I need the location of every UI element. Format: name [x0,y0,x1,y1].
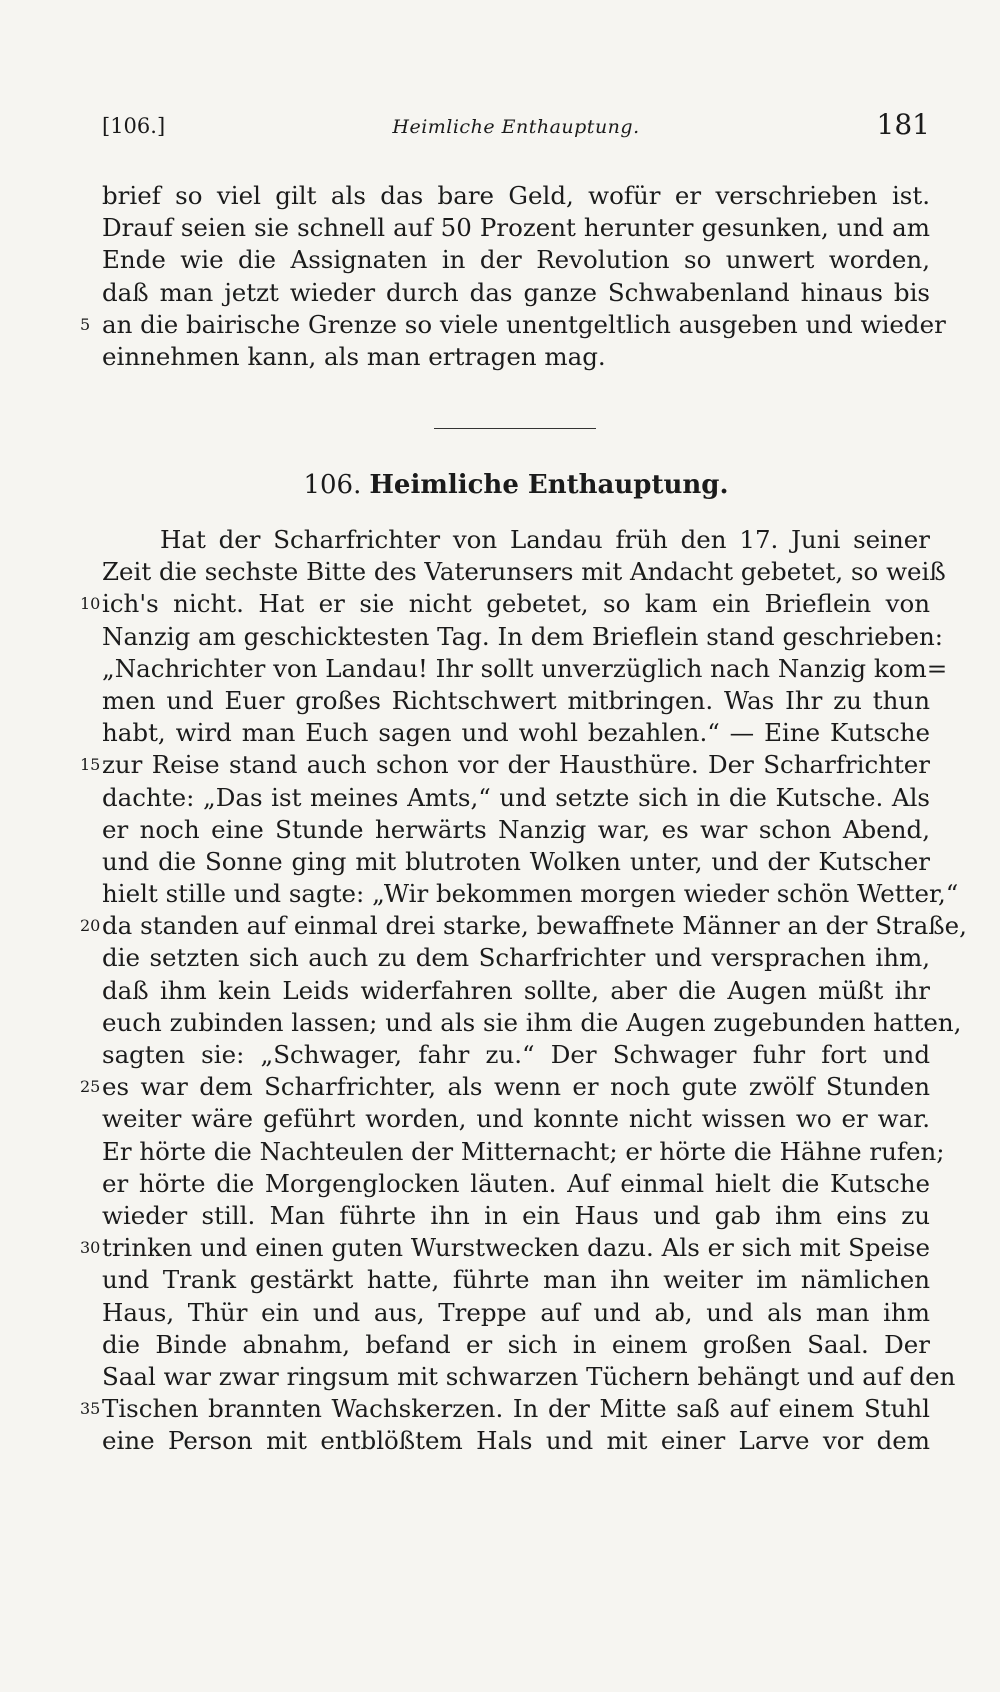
line-text: brief so viel gilt als das bare Geld, wofür er verschrieben ist. [102,181,930,210]
line-text: die setzten sich auch zu dem Scharfrichter und versprachen ihm, [102,943,930,973]
story-paragraph [80,524,967,1618]
text-line [102,1329,930,1361]
text-line [102,1522,930,1554]
line-text: Hat der Scharfrichter von Landau früh den 17. Juni seiner [160,525,930,554]
text-line [102,180,930,212]
text-line [102,244,930,276]
section-title: Heimliche Enthauptung. [369,470,729,500]
text-line [102,212,930,244]
line-text: Drauf seien sie schnell auf 50 Prozent herunter gesunken, und am [102,213,930,243]
text-line [102,1039,930,1071]
line-text: zur Reise stand auch schon vor der Hausthüre. Der Scharfrichter [102,750,930,780]
line-text: euch zubinden lassen; und als sie ihm die Augen zugebunden hatten, [102,1007,962,1037]
line-text: „Nachrichter von Landau! Ihr sollt unverzüglich nach Nanzig kom= [102,653,948,683]
text-line [102,1007,962,1039]
text-line [102,621,943,653]
running-title: Heimliche Enthauptung. [392,116,640,138]
page-number: 181 [876,108,930,141]
line-text: und Trank gestärkt hatte, führte man ihn weiter im nämlichen [102,1265,930,1295]
text-line [102,1200,930,1232]
text-line [102,277,930,309]
line-text: er noch eine Stunde herwärts Nanzig war, es war schon Abend, [102,814,930,844]
text-line [102,556,946,588]
text-line [102,653,948,685]
text-line [102,717,930,749]
line-text: daß ihm kein Leids widerfahren sollte, aber die Augen müßt ihr [102,975,930,1005]
line-number: 30 [80,1238,101,1258]
line-text: Er hörte die Nachteulen der Mitternacht; er hörte die Hähne rufen; [102,1136,945,1166]
line-text: an die bairische Grenze so viele unentgeltlich ausgeben und wieder [102,309,946,339]
text-line [102,846,930,878]
text-line [102,1425,930,1457]
text-line [80,749,930,781]
text-line [102,1136,945,1168]
text-line [102,341,930,373]
text-line [102,1457,930,1489]
line-text: dachte: „Das ist meines Amts,“ und setzte sich in die Kutsche. Als [102,782,930,812]
line-text: die Binde abnahm, befand er sich in einem großen Saal. Der [102,1329,930,1359]
paragraph-continued [80,180,946,373]
text-line [80,1393,930,1425]
line-number: 5 [80,314,91,334]
text-line [102,814,930,846]
line-text: da standen auf einmal drei starke, bewaffnete Männer an der Straße, [102,911,967,941]
line-text: einnehmen kann, als man ertragen mag. [102,341,606,371]
line-text: Tischen brannten Wachskerzen. In der Mitte saß auf einem Stuhl [102,1394,930,1424]
line-text: habt, wird man Euch sagen und wohl bezahlen.“ — Eine Kutsche [102,718,930,748]
line-text: ich's nicht. Hat er sie nicht gebetet, so kam ein Brieflein von [102,589,930,619]
text-line [102,685,930,717]
line-text: men und Euer großes Richtschwert mitbringen. Was Ihr zu thun [102,685,930,715]
text-line [102,1586,930,1618]
line-text: hielt stille und sagte: „Wir bekommen morgen wieder schön Wetter,“ [102,879,959,909]
line-text: trinken und einen guten Wurstwecken dazu. Als er sich mit Speise [102,1233,930,1263]
text-line [102,878,959,910]
line-text: daß man jetzt wieder durch das ganze Schwabenland hinaus bis [102,277,930,307]
line-text: weiter wäre geführt worden, und konnte nicht wissen wo er war. [102,1104,930,1134]
running-header [102,108,930,148]
text-line [102,1103,930,1135]
text-line [102,1297,930,1329]
line-text: Haus, Thür ein und aus, Treppe auf und ab, und als man ihm [102,1297,930,1327]
text-line [80,309,946,341]
line-text: wieder still. Man führte ihn in ein Haus und gab ihm eins zu [102,1200,930,1230]
text-line [102,1264,930,1296]
section-heading [102,470,930,500]
text-line [102,1554,930,1586]
text-line [102,942,930,974]
line-text: sagten sie: „Schwager, fahr zu.“ Der Schwager fuhr fort und [102,1040,930,1069]
line-text: es war dem Scharfrichter, als wenn er noch gute zwölf Stunden [102,1072,930,1102]
line-text: Saal war zwar ringsum mit schwarzen Tüchern behängt und auf den [102,1361,956,1391]
line-number: 10 [80,594,101,614]
section-divider [434,428,596,429]
line-text: er hörte die Morgenglocken läuten. Auf einmal hielt die Kutsche [102,1168,930,1198]
line-number: 15 [80,755,101,775]
text-line [102,975,930,1007]
text-line [102,524,930,556]
text-line [102,1361,956,1393]
text-line [102,1490,930,1522]
line-number: 25 [80,1077,101,1097]
line-number: 35 [80,1399,101,1419]
line-text: Nanzig am geschicktesten Tag. In dem Brieflein stand geschrieben: [102,621,943,651]
text-line [80,1071,930,1103]
line-text: und die Sonne ging mit blutroten Wolken unter, und der Kutscher [102,846,930,876]
line-text: Zeit die sechste Bitte des Vaterunsers mit Andacht gebetet, so weiß [102,557,946,587]
text-line [102,782,930,814]
section-number: 106. [303,470,362,500]
line-text: Ende wie die Assignaten in der Revolution so unwert worden, [102,245,930,275]
section-reference: [106.] [102,114,166,138]
text-line [80,588,930,620]
line-text: eine Person mit entblößtem Hals und mit einer Larve vor dem [102,1426,930,1456]
text-line [80,1232,930,1264]
text-line [80,910,967,942]
text-line [102,1168,930,1200]
line-number: 20 [80,916,101,936]
